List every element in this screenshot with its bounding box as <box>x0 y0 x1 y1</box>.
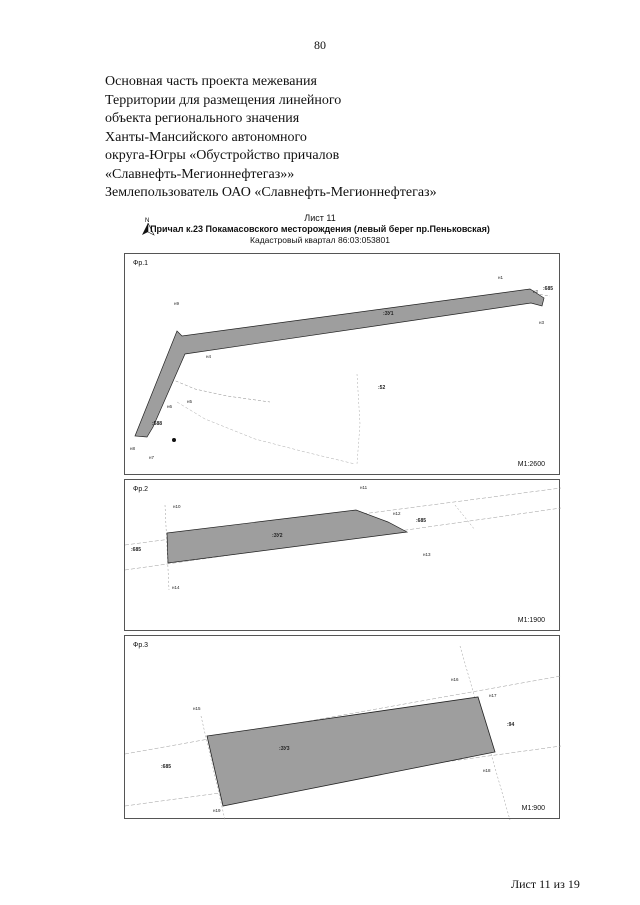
point-label: н11 <box>360 485 368 490</box>
parcel-52-label: :52 <box>378 385 386 391</box>
sheet-title: Лист 11 <box>304 213 336 223</box>
header-line: округа-Югры «Обустройство причалов <box>105 148 340 163</box>
fragment-3-scale: M1:900 <box>521 805 545 812</box>
fragment-3-label: Фр.3 <box>133 642 149 649</box>
fragment-2-scale: M1:1900 <box>517 617 545 624</box>
point-label: н2 <box>533 289 538 294</box>
page-number: 80 <box>314 38 326 52</box>
point-label: н19 <box>213 808 221 813</box>
parcel-94-label: :94 <box>507 722 515 728</box>
fragment-1-label: Фр.1 <box>133 260 149 267</box>
page-footer: Лист 11 из 19 <box>511 877 580 891</box>
point-label: н4 <box>206 354 211 359</box>
header-line: Землепользователь ОАО «Славнефть-Мегионнефтегаз» <box>105 185 437 200</box>
map-fragment-3 <box>124 635 560 819</box>
fragment-3-map <box>125 636 561 820</box>
map-fragment-2 <box>124 479 560 631</box>
map-fragment-1 <box>124 253 560 475</box>
point-label: н8 <box>130 446 135 451</box>
fragment-2-map <box>125 480 561 632</box>
point-label: н10 <box>173 504 181 509</box>
header-line: Территории для размещения линейного <box>105 92 342 108</box>
header-line: Основная часть проекта межевания <box>105 74 317 89</box>
point-label: н7 <box>149 455 154 460</box>
point-label: н3 <box>539 320 544 325</box>
header-line: объекта регионального значения <box>105 111 300 126</box>
point-label: н13 <box>423 552 431 557</box>
north-label: N <box>145 218 150 224</box>
point-label: н5 <box>187 399 192 404</box>
header-line: Ханты-Мансийского автономного <box>105 129 307 145</box>
fragment-1-parcel-label: :ЗУ1 <box>383 311 394 317</box>
fragment-1-scale: M1:2600 <box>517 461 545 468</box>
point-label: н12 <box>393 511 401 516</box>
point-label: н16 <box>451 677 459 682</box>
fragment-2-label: Фр.2 <box>133 486 149 493</box>
parcel-588-label: :588 <box>152 421 163 427</box>
fragment-2-parcel-label: :ЗУ2 <box>272 533 283 539</box>
point-label: н15 <box>193 706 201 711</box>
document-header <box>105 73 437 203</box>
header-line: «Славнефть-Мегионнефтегаз»» <box>105 166 295 182</box>
point-label: н14 <box>172 585 180 590</box>
fragment-3-parcel-label: :ЗУ3 <box>279 746 290 752</box>
sheet-title-block <box>0 213 640 246</box>
point-label: н17 <box>489 693 497 698</box>
parcel-685-label: :685 <box>131 547 142 553</box>
point-label: н6 <box>167 404 172 409</box>
parcel-685-label: :685 <box>416 518 427 524</box>
point-label: н9 <box>174 301 179 306</box>
point-label: н1 <box>498 275 503 280</box>
parcel-685-label: :685 <box>161 764 172 770</box>
parcel-685-label: :685 <box>543 286 554 292</box>
point-label: н18 <box>483 768 491 773</box>
fragment-1-map <box>125 254 561 476</box>
cadastral-quarter: Кадастровый квартал 86:03:053801 <box>250 235 390 245</box>
sheet-subtitle: Причал к.23 Покамасовского месторождения (левый берег пр.Пеньковская) <box>150 224 490 234</box>
